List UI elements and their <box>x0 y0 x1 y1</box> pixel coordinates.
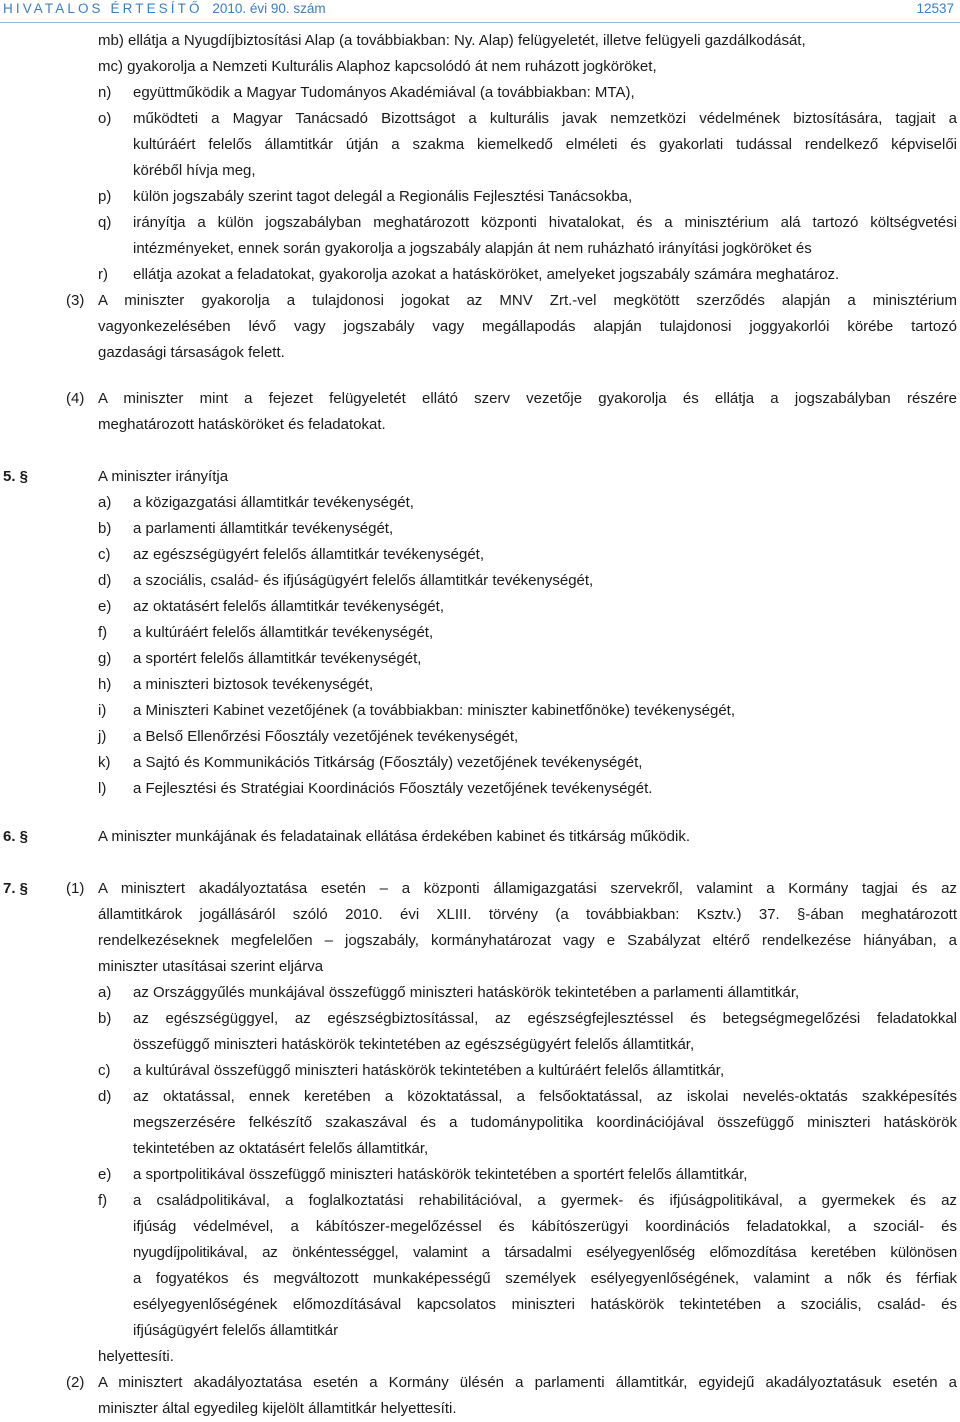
item-q-line: intézményeket, ennek során gyakorolja a jogszabály alapján át nem ruházható irányítási jogköröket és <box>133 240 812 257</box>
s5-list-item <box>0 542 960 568</box>
s7-item-d-line: az oktatással, ennek keretében a közoktatással, a felsőoktatással, az iskolai nevelés-oktatás szakképesítés <box>133 1088 957 1105</box>
s7-item-f-line: nyugdíjpolitikával, az önkéntességgel, valamint a társadalmi esélyegyenlőség előmozdítása keretében különösen <box>133 1244 957 1261</box>
s5-list-item-label: e) <box>98 598 112 615</box>
issue-label: 2010. évi 90. szám <box>212 1 326 16</box>
s5-list-item <box>0 776 960 802</box>
s7-item-f-cont <box>0 1292 960 1318</box>
s7-item-b <box>0 1006 960 1032</box>
paragraph-4-line: A miniszter mint a fejezet felügyeletét ellátó szerv vezetője gyakorolja és ellátja a jogszabályban részére <box>98 390 957 407</box>
paragraph-3 <box>0 288 960 314</box>
s5-list-item-text: a parlamenti államtitkár tevékenységét, <box>133 520 394 537</box>
item-o-line: köréből hívja meg, <box>133 162 256 179</box>
s5-list-item <box>0 490 960 516</box>
paragraph-3-line: gazdasági társaságok felett. <box>98 344 285 361</box>
section-6-number: 6. § <box>3 828 29 845</box>
item-q <box>0 210 960 236</box>
page-header <box>0 0 960 18</box>
s5-list-item-label: c) <box>98 546 111 563</box>
s7-item-f-cont <box>0 1318 960 1344</box>
paragraph-3-cont <box>0 340 960 366</box>
s5-list-item <box>0 724 960 750</box>
item-o-label: o) <box>98 110 112 127</box>
s5-list-item-text: a Belső Ellenőrzési Főosztály vezetőjének tevékenységét, <box>133 728 519 745</box>
s5-list-item <box>0 672 960 698</box>
s5-list-item-label: h) <box>98 676 112 693</box>
s7-item-c-label: c) <box>98 1062 111 1079</box>
s7-item-d-line: megszerzésére felkészítő szakaszával és a tudománypolitika koordinációjával összefüggő miniszteri hatáskörök <box>133 1114 957 1131</box>
s7-item-f-line: a fogyatékos és megváltozott munkaképességű személyek esélyegyenlőségének, valamint a nők és férfiak <box>133 1270 957 1287</box>
s5-list-item <box>0 620 960 646</box>
item-o-line: kultúráért felelős államtitkár útján a szakma kiemelkedő elméleti és gyakorlati tudással rendelkező képviselői <box>133 136 957 153</box>
s7-item-a <box>0 980 960 1006</box>
s5-list-item-text: a szociális, család- és ifjúságügyért felelős államtitkár tevékenységét, <box>133 572 594 589</box>
s7-helyettesiti-text: helyettesíti. <box>98 1348 174 1365</box>
item-p <box>0 184 960 210</box>
section-7-p1-line: rendelkezéseknek megfelelően – jogszabály, kormányhatározat vagy e Szabályzat eltérő rendelkezése hiányában, a <box>98 932 957 949</box>
section-5-intro: A miniszter irányítja <box>98 468 229 485</box>
s5-list-item-text: a Fejlesztési és Stratégiai Koordinációs Főosztály vezetőjének tevékenységét. <box>133 780 653 797</box>
s5-list-item-label: a) <box>98 494 112 511</box>
item-r <box>0 262 960 288</box>
s5-list-item-text: az oktatásért felelős államtitkár tevékenységét, <box>133 598 444 615</box>
item-n-label: n) <box>98 84 112 101</box>
item-o-cont <box>0 132 960 158</box>
header-left <box>3 0 326 18</box>
s7-item-d-cont <box>0 1110 960 1136</box>
section-5-number: 5. § <box>3 468 29 485</box>
s7-item-f-cont <box>0 1266 960 1292</box>
paragraph-3-label: (3) <box>66 292 85 309</box>
s5-list-item <box>0 698 960 724</box>
s7-item-a-text: az Országgyűlés munkájával összefüggő miniszteri hatáskörök tekintetében a parlamenti államtitkár, <box>133 984 800 1001</box>
s5-list-item-text: a Sajtó és Kommunikációs Titkárság (Főosztály) vezetőjének tevékenységét, <box>133 754 643 771</box>
item-p-label: p) <box>98 188 112 205</box>
item-r-label: r) <box>98 266 108 283</box>
paragraph-3-line: vagyonkezelésében lévő vagy jogszabály vagy megállapodás alapján tulajdonosi joggyakorlói körébe tartozó <box>98 318 957 335</box>
section-7-p1-cont <box>0 902 960 928</box>
s5-list-item <box>0 750 960 776</box>
section-7-p2 <box>0 1370 960 1396</box>
s5-list-item-text: a kultúráért felelős államtitkár tevékenységét, <box>133 624 434 641</box>
item-o-cont <box>0 158 960 184</box>
item-q-label: q) <box>98 214 112 231</box>
s5-list-item-label: g) <box>98 650 112 667</box>
item-n <box>0 80 960 106</box>
s7-item-d <box>0 1084 960 1110</box>
s5-list-item-text: a közigazgatási államtitkár tevékenységét, <box>133 494 414 511</box>
s7-item-f-cont <box>0 1240 960 1266</box>
section-7-p2-line: A minisztert akadályoztatása esetén a Kormány ülésén a parlamenti államtitkár, egyidejű akadályoztatásuk esetén a <box>98 1374 957 1391</box>
s7-item-e <box>0 1162 960 1188</box>
section-6 <box>0 824 960 850</box>
section-7-p1-cont <box>0 954 960 980</box>
s7-item-e-text: a sportpolitikával összefüggő miniszteri hatáskörök tekintetében a sportért felelős államtitkár, <box>133 1166 748 1183</box>
section-7-p1-label: (1) <box>66 880 85 897</box>
item-q-cont <box>0 236 960 262</box>
s7-item-f-line: esélyegyenlőségének előmozdításával kapcsolatos miniszteri hatáskörök tekintetében a szociális, család- és <box>133 1296 957 1313</box>
s5-list-item-text: a miniszteri biztosok tevékenységét, <box>133 676 374 693</box>
page-number: 12537 <box>916 1 954 16</box>
s7-item-a-label: a) <box>98 984 112 1001</box>
section-7-p1-line: A minisztert akadályoztatása esetén – a központi államigazgatási szervekről, valamint a Kormány tagjai és az <box>98 880 957 897</box>
s5-list-item-label: b) <box>98 520 112 537</box>
section-7-p2-cont <box>0 1396 960 1422</box>
s7-item-f-line: ifjúságügyért felelős államtitkár <box>133 1322 339 1339</box>
item-o <box>0 106 960 132</box>
s5-list-item-label: l) <box>98 780 107 797</box>
section-7-number: 7. § <box>3 880 29 897</box>
paragraph-3-cont <box>0 314 960 340</box>
item-mc <box>0 54 960 80</box>
s7-item-b-line: összefüggő miniszteri hatáskörök tekintetében az egészségügyért felelős államtitkár, <box>133 1036 695 1053</box>
item-p-text: külön jogszabály szerint tagot delegál a Regionális Fejlesztési Tanácsokba, <box>133 188 633 205</box>
journal-title: HIVATALOS ÉRTESÍTŐ <box>3 1 203 16</box>
s7-item-d-line: tekintetében az oktatásért felelős államtitkár, <box>133 1140 429 1157</box>
section-5 <box>0 464 960 490</box>
item-r-text: ellátja azokat a feladatokat, gyakorolja azokat a hatásköröket, amelyeket jogszabály számára meghatároz. <box>133 266 840 283</box>
s5-list-item <box>0 594 960 620</box>
s7-item-f-cont <box>0 1214 960 1240</box>
s5-list-item-label: k) <box>98 754 111 771</box>
s5-list-item-label: f) <box>98 624 108 641</box>
header-rule <box>0 22 960 23</box>
s5-list-item-text: a Miniszteri Kabinet vezetőjének (a továbbiakban: miniszter kabinetfőnöke) tevékenységét, <box>133 702 735 719</box>
s7-item-d-cont <box>0 1136 960 1162</box>
s5-list-item-text: a sportért felelős államtitkár tevékenységét, <box>133 650 422 667</box>
s7-item-b-line: az egészségüggyel, az egészségbiztosítással, az egészségfejlesztéssel és betegségmegelőzési feladatokkal <box>133 1010 957 1027</box>
s7-item-c <box>0 1058 960 1084</box>
section-7-p1-line: miniszter utasításai szerint eljárva <box>98 958 324 975</box>
s7-item-f-label: f) <box>98 1192 108 1209</box>
s7-item-d-label: d) <box>98 1088 112 1105</box>
s5-list-item-label: d) <box>98 572 112 589</box>
s7-item-e-label: e) <box>98 1166 112 1183</box>
section-7-p2-label: (2) <box>66 1374 85 1391</box>
item-o-line: működteti a Magyar Tanácsadó Bizottságot a kulturális javak nemzetközi védelmének biztosítására, tagjait a <box>133 110 957 127</box>
section-7-p2-line: miniszter által egyedileg kijelölt államtitkár helyettesíti. <box>98 1400 457 1417</box>
paragraph-3-line: A miniszter gyakorolja a tulajdonosi jogokat az MNV Zrt.-vel megkötött szerződés alapján a minisztérium <box>98 292 957 309</box>
s7-item-f-line: a családpolitikával, a foglalkoztatási rehabilitációval, a gyermek- és ifjúságpolitikával, a gyermekek és az <box>133 1192 957 1209</box>
s7-item-b-cont <box>0 1032 960 1058</box>
s7-item-c-text: a kultúrával összefüggő miniszteri hatáskörök tekintetében a kultúráért felelős államtitkár, <box>133 1062 725 1079</box>
s7-item-b-label: b) <box>98 1010 112 1027</box>
item-mb-text: mb) ellátja a Nyugdíjbiztosítási Alap (a továbbiakban: Ny. Alap) felügyeletét, illetve felügyeli gazdálkodását, <box>98 32 806 49</box>
section-6-text: A miniszter munkájának és feladatainak ellátása érdekében kabinet és titkárság működik. <box>98 828 690 845</box>
paragraph-4-label: (4) <box>66 390 85 407</box>
item-n-text: együttműködik a Magyar Tudományos Akadémiával (a továbbiakban: MTA), <box>133 84 635 101</box>
section-7 <box>0 876 960 902</box>
s7-item-f-line: ifjúság védelmével, a kábítószer-megelőzéssel és kábítószerügyi koordinációs feladatokkal, a szociál- és <box>133 1218 957 1235</box>
s7-item-f <box>0 1188 960 1214</box>
paragraph-4-cont <box>0 412 960 438</box>
paragraph-4-line: meghatározott hatásköröket és feladatokat. <box>98 416 386 433</box>
s5-list-item-label: j) <box>98 728 107 745</box>
section-7-p1-cont <box>0 928 960 954</box>
item-mb <box>0 28 960 54</box>
s5-list-item <box>0 646 960 672</box>
item-mc-text: mc) gyakorolja a Nemzeti Kulturális Alaphoz kapcsolódó át nem ruházott jogköröket, <box>98 58 657 75</box>
s7-helyettesiti <box>0 1344 960 1370</box>
section-7-p1-line: államtitkárok jogállásáról szóló 2010. évi XLIII. törvény (a továbbiakban: Ksztv.) 37. §-ában meghatározott <box>98 906 957 923</box>
item-q-line: irányítja a külön jogszabályban meghatározott központi hivatalokat, és a minisztérium alá tartozó költségvetési <box>133 214 957 231</box>
paragraph-4 <box>0 386 960 412</box>
s5-list-item <box>0 568 960 594</box>
s5-list-item <box>0 516 960 542</box>
s5-list-item-text: az egészségügyért felelős államtitkár tevékenységét, <box>133 546 485 563</box>
s5-list-item-label: i) <box>98 702 107 719</box>
